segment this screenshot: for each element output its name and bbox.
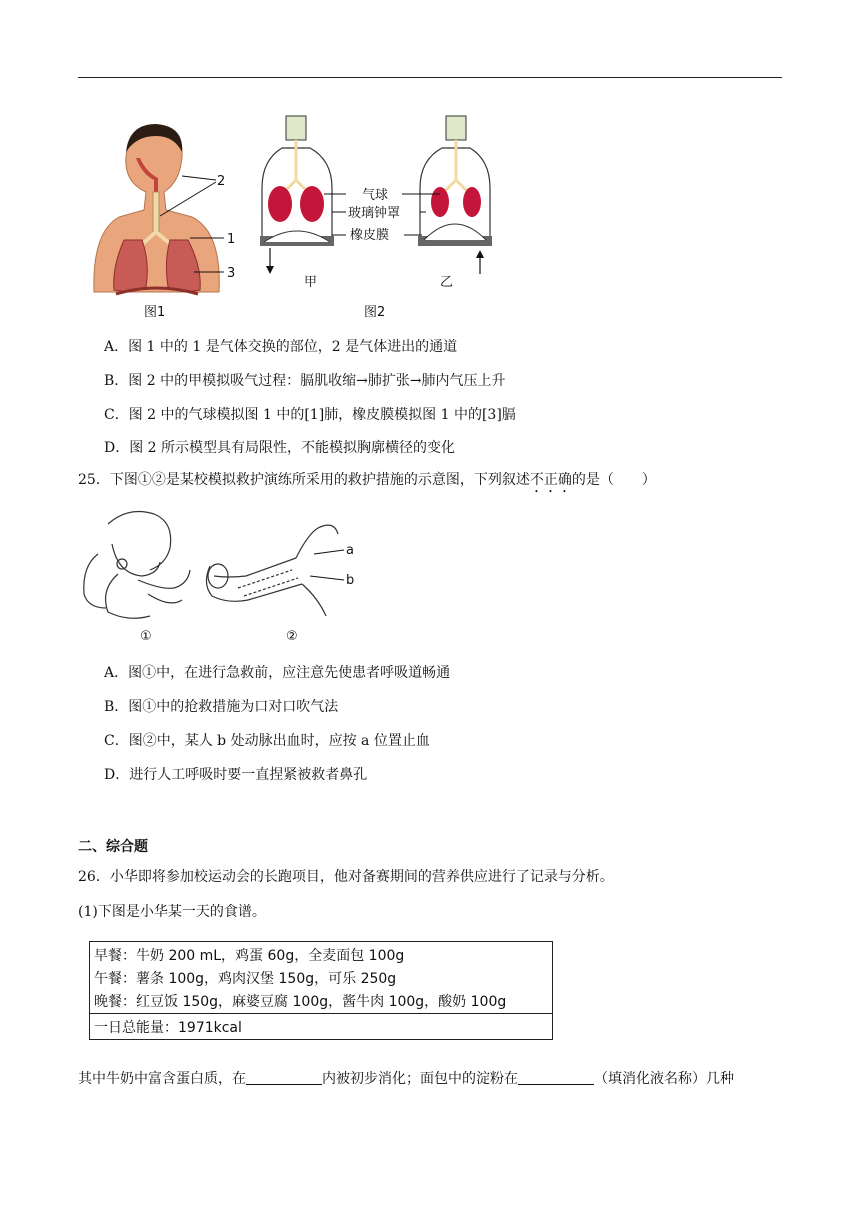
figure-2-bell-jar-model [254, 108, 504, 322]
q25-stem-after: 的是（ ） [571, 472, 656, 488]
label-rubber-membrane: 橡皮膜 [350, 228, 390, 243]
q25-stem [78, 470, 656, 496]
figure-circle-2: ② [286, 629, 298, 644]
label-balloon: 气球 [362, 188, 389, 203]
q26-fill-in-line [78, 1069, 734, 1089]
q26-stem: 26．小华即将参加校运动会的长跑项目，他对备赛期间的营养供应进行了记录与分析。 [78, 869, 614, 885]
fill-text-1: 其中牛奶中富含蛋白质，在 [78, 1071, 246, 1087]
q25-option-d: D．进行人工呼吸时要一直捏紧被救者鼻孔 [104, 767, 368, 783]
q25-option-b: B．图①中的抢救措施为口对口吹气法 [104, 699, 339, 715]
figure-1-caption: 图1 [144, 305, 166, 320]
section-2-title: 二、综合题 [78, 839, 148, 855]
menu-dinner: 晚餐：红豆饭 150g，麻婆豆腐 100g，酱牛肉 100g，酸奶 100g [94, 994, 507, 1010]
q25-option-a: A．图①中，在进行急救前，应注意先使患者呼吸道畅通 [104, 665, 451, 681]
menu-breakfast: 早餐：牛奶 200 mL，鸡蛋 60g，全麦面包 100g [94, 948, 405, 964]
q24-option-b: B．图 2 中的甲模拟吸气过程：膈肌收缩→肺扩张→肺内气压上升 [104, 373, 506, 389]
label-b: b [346, 573, 355, 588]
figure-circle-1: ① [140, 629, 152, 644]
figure-1-respiratory-system [84, 122, 244, 322]
label-jia: 甲 [304, 275, 318, 290]
q25-option-c: C．图②中，某人 b 处动脉出血时，应按 a 位置止血 [104, 733, 430, 749]
menu-lunch: 午餐：薯条 100g，鸡肉汉堡 150g，可乐 250g [94, 971, 397, 987]
q24-option-c: C．图 2 中的气球模拟图 1 中的[1]肺，橡皮膜模拟图 1 中的[3]膈 [104, 407, 516, 423]
label-yi: 乙 [440, 275, 454, 290]
figure-first-aid [78, 504, 358, 646]
label-2: 2 [217, 174, 226, 189]
fill-text-3: （填消化液名称）几种 [594, 1071, 734, 1087]
q26-subquestion-1: (1)下图是小华某一天的食谱。 [78, 904, 266, 920]
q24-option-a: A．图 1 中的 1 是气体交换的部位，2 是气体进出的通道 [104, 339, 458, 355]
label-bell-jar: 玻璃钟罩 [348, 206, 401, 221]
header-rule [78, 77, 782, 78]
figure-2-caption: 图2 [364, 305, 386, 320]
label-a: a [346, 543, 354, 558]
menu-total-energy: 一日总能量：1971kcal [94, 1020, 242, 1036]
fill-text-2: 内被初步消化；面包中的淀粉在 [322, 1071, 518, 1087]
label-3: 3 [227, 266, 236, 281]
label-1: 1 [227, 232, 236, 247]
q24-option-d: D．图 2 所示模型具有局限性，不能模拟胸廓横径的变化 [104, 440, 456, 456]
menu-divider [90, 1013, 552, 1014]
menu-table [89, 941, 553, 1040]
q25-stem-emphasis: 不正确 [529, 472, 572, 488]
q25-stem-before: 25．下图①②是某校模拟救护演练所采用的救护措施的示意图，下列叙述 [78, 472, 530, 488]
blank-2[interactable] [518, 1070, 594, 1085]
blank-1[interactable] [246, 1070, 322, 1085]
